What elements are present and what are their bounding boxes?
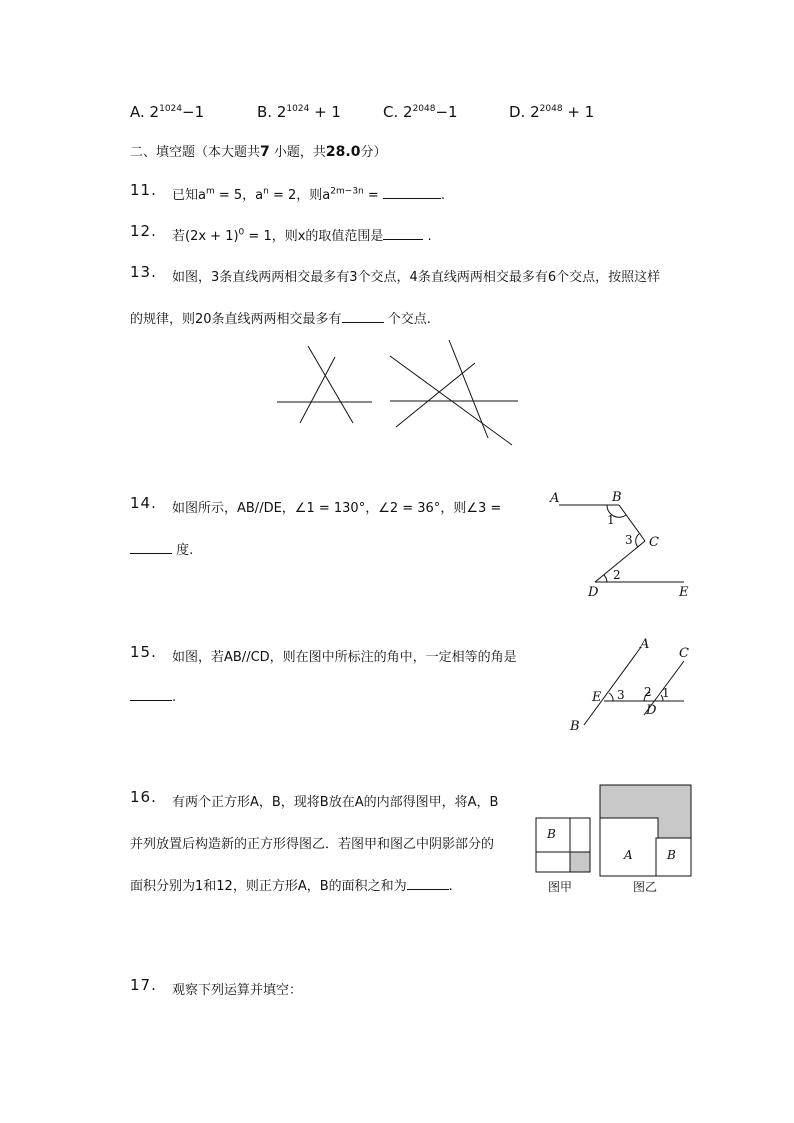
section-header [130, 141, 386, 160]
q14-line2-text: 度. [176, 543, 194, 558]
q11-t3: = 2，则a [268, 188, 331, 203]
q16-fig2-label-a: A [624, 848, 633, 862]
q15-label-b: B [570, 719, 580, 734]
q13-line2a: 的规律，则20条直线两两相交最多有 [130, 312, 342, 327]
q14-angle2-arc [604, 575, 607, 582]
q16-answer-blank[interactable] [407, 877, 449, 890]
q14-label-b: B [612, 490, 622, 505]
q12-t2: = 1，则x的取值范围是 [244, 229, 384, 244]
q14-angle3-arc [636, 534, 639, 547]
q16-line1: 有两个正方形A，B，现将B放在A的内部得图甲，将A，B [172, 795, 499, 810]
q11-number: 11. [130, 181, 157, 199]
q15-line-ab [584, 647, 641, 725]
q14-angle3-label: 3 [625, 533, 633, 547]
q12-answer-blank[interactable] [383, 227, 423, 240]
q16-fig2-square-a [600, 818, 658, 876]
q16-fig1-label-b: B [547, 827, 556, 841]
choice-b [257, 103, 341, 121]
q13-line2b: 个交点. [387, 312, 431, 327]
q16-end: . [448, 879, 453, 894]
choice-d-letter: D. [509, 103, 526, 121]
q11-text [172, 184, 445, 203]
q13-line2 [130, 308, 431, 327]
choice-a-tail: −1 [182, 103, 205, 121]
section-score: 28.0 [325, 144, 361, 160]
q16-line3 [130, 875, 453, 894]
q14-line2 [130, 539, 193, 558]
q11-t4: = [363, 188, 383, 203]
choice-c-tail: −1 [435, 103, 458, 121]
q11-s1: m [205, 186, 215, 197]
q15-answer-blank[interactable] [130, 688, 172, 701]
q14-label-d: D [588, 585, 599, 600]
choice-c [383, 103, 458, 121]
q16-fig2-caption: 图乙 [633, 880, 658, 894]
q14-label-a: A [550, 491, 560, 506]
q11-s3: 2m−3n [330, 186, 364, 197]
q13-line-3b [308, 346, 353, 423]
q13-line-4d [396, 363, 475, 427]
q15-label-d: D [646, 703, 657, 718]
q13-figure [270, 335, 530, 450]
choice-c-base: 2 [403, 103, 413, 121]
q16-fig2 [600, 785, 691, 876]
q14-line1: 如图所示，AB//DE，∠1 = 130°，∠2 = 36°，则∠3 = [172, 501, 502, 516]
choice-d-tail: + 1 [567, 103, 595, 121]
q12-t1: 若(2x + 1) [172, 229, 239, 244]
q14-label-c: C [649, 535, 659, 550]
q15-end: . [172, 690, 177, 705]
q14-angle1-label: 1 [607, 513, 615, 527]
q14-number: 14. [130, 494, 157, 512]
q12-s1: 0 [238, 227, 245, 238]
q15-angle2-label: 2 [644, 685, 652, 699]
q16-fig2-label-b: B [667, 848, 676, 862]
q17-text: 观察下列运算并填空： [172, 983, 303, 998]
choice-d-base: 2 [530, 103, 540, 121]
q16-fig1-caption: 图甲 [548, 880, 573, 894]
q13-line1: 如图，3条直线两两相交最多有3个交点，4条直线两两相交最多有6个交点，按照这样 [172, 270, 661, 285]
q15-label-c: C [679, 646, 689, 661]
q14-answer-blank[interactable] [130, 541, 172, 554]
q13-answer-blank[interactable] [342, 310, 384, 323]
choice-c-letter: C. [383, 103, 399, 121]
q15-angle3-arc [609, 693, 613, 701]
choice-a-exp: 1024 [159, 104, 182, 114]
q12-number: 12. [130, 222, 157, 240]
q16-fig1 [536, 818, 590, 872]
q13-number: 13. [130, 263, 157, 281]
q15-line1: 如图，若AB//CD，则在图中所标注的角中，一定相等的角是 [172, 650, 517, 665]
choice-a-letter: A. [130, 103, 145, 121]
q15-number: 15. [130, 643, 157, 661]
q16-line3-text: 面积分别为1和12，则正方形A，B的面积之和为 [130, 879, 407, 894]
q14-figure [545, 485, 705, 605]
q13-line-4c [449, 340, 488, 438]
q13-line-3c [300, 357, 335, 423]
q16-line2: 并列放置后构造新的正方形得图乙．若图甲和图乙中阴影部分的 [130, 837, 495, 852]
q11-answer-blank[interactable] [383, 186, 441, 199]
q15-angle1-label: 1 [662, 686, 670, 700]
q14-angle2-label: 2 [613, 568, 621, 582]
q14-label-e: E [679, 585, 689, 600]
section-count: 7 [260, 144, 270, 160]
q15-line2 [130, 688, 176, 705]
q11-end: . [440, 188, 446, 203]
q15-label-e: E [592, 690, 602, 705]
section-prefix: 二、填空题（本大题共 [130, 145, 261, 160]
choice-d [509, 103, 594, 121]
q15-label-a: A [640, 637, 650, 652]
choice-b-tail: + 1 [314, 103, 341, 121]
q16-figure [530, 780, 700, 898]
q11-t2: = 5，a [214, 188, 264, 203]
choice-a [130, 103, 204, 121]
q16-number: 16. [130, 788, 157, 806]
q12-end: . [427, 229, 432, 244]
section-suffix: 分） [360, 145, 387, 160]
choice-d-exp: 2048 [539, 104, 563, 114]
q15-figure [560, 635, 700, 735]
q12-text [172, 225, 432, 244]
choice-c-exp: 2048 [412, 104, 436, 114]
choice-b-letter: B. [257, 103, 273, 121]
q11-s2: n [263, 186, 269, 197]
q15-angle3-label: 3 [617, 688, 625, 702]
choice-a-base: 2 [149, 103, 160, 121]
q16-fig1-shaded [570, 852, 590, 872]
choice-b-base: 2 [276, 103, 287, 121]
choice-b-exp: 1024 [286, 104, 310, 114]
q11-t1: 已知a [172, 188, 206, 203]
q17-number: 17. [130, 976, 157, 994]
section-mid: 小题，共 [273, 145, 326, 160]
